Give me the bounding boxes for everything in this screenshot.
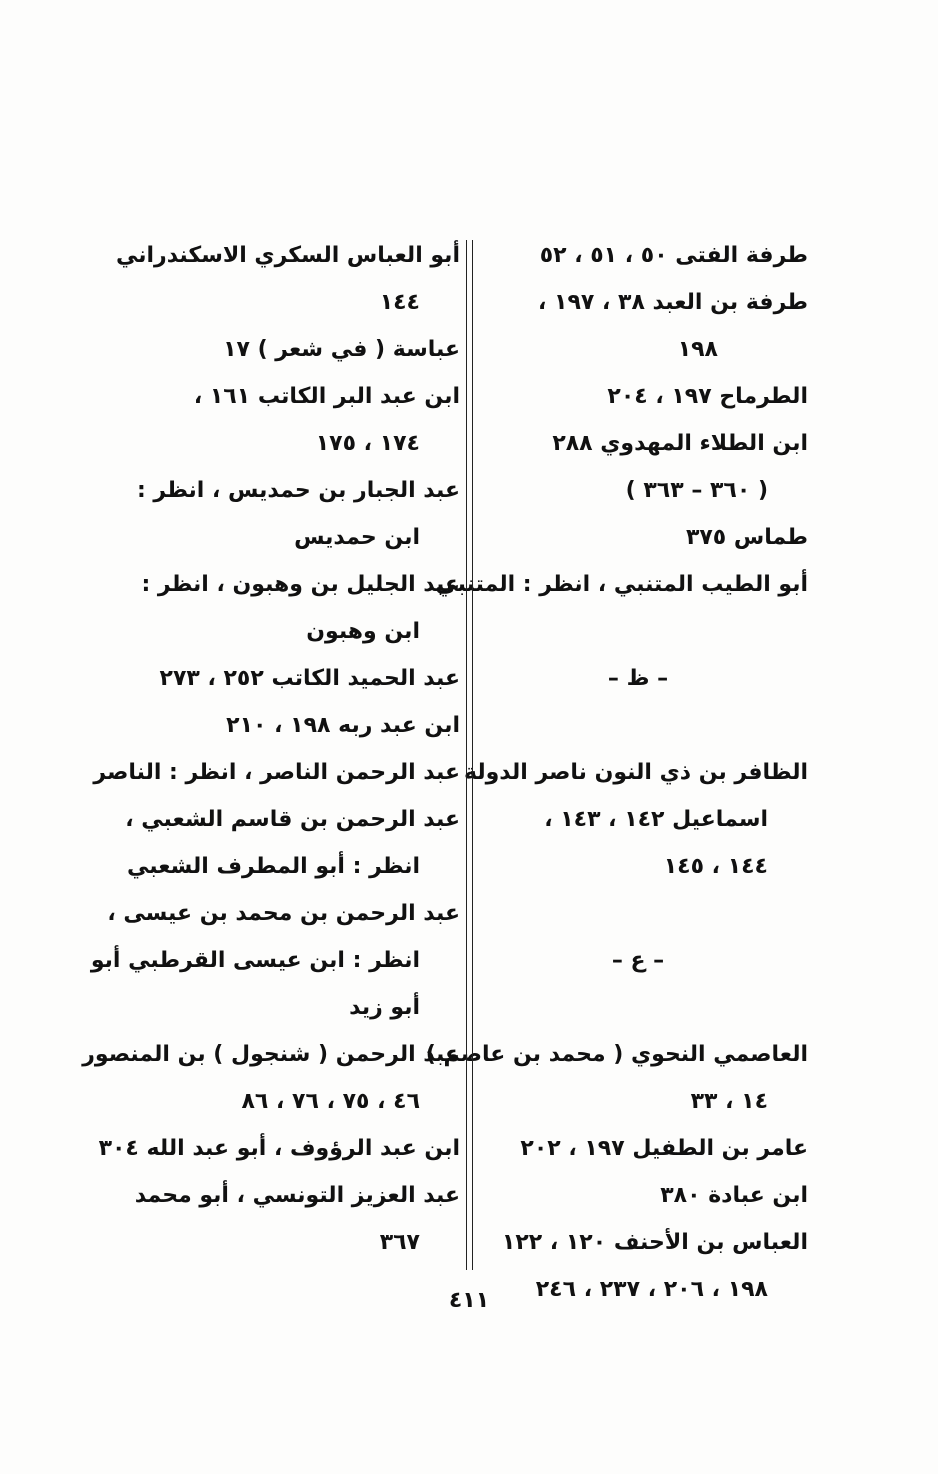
- index-entry: أبو الطيب المتنبي ، انظر : المتنبي: [435, 572, 808, 597]
- index-entry-continuation: انظر : أبو المطرف الشعبي: [126, 854, 420, 879]
- index-entry-continuation: ٣٦٧: [379, 1230, 420, 1255]
- index-entry: طرفة بن العبد ٣٨ ، ١٩٧ ،: [538, 290, 808, 315]
- index-entry: الطرماح ١٩٧ ، ٢٠٤: [607, 384, 808, 409]
- index-entry: عبد الجليل بن وهبون ، انظر :: [141, 572, 460, 597]
- index-entry: ابن عبد الرؤوف ، أبو عبد الله ٣٠٤: [98, 1136, 460, 1161]
- index-entry: العباس بن الأحنف ١٢٠ ، ١٢٢: [501, 1230, 808, 1255]
- index-entry: عبد الرحمن ( شنجول ) بن المنصور: [82, 1042, 460, 1067]
- section-letter-heading: – ظ –: [607, 666, 669, 691]
- column-divider: [466, 240, 473, 1270]
- index-entry-continuation: ( ٣٦٠ – ٣٦٣ ): [625, 478, 768, 503]
- index-entry: طماس ٣٧٥: [685, 525, 808, 550]
- index-entry: ابن عبد البر الكاتب ١٦١ ،: [193, 384, 460, 409]
- index-entry: عبد الحميد الكاتب ٢٥٢ ، ٢٧٣: [159, 666, 460, 691]
- index-entry: عبد الرحمن الناصر ، انظر : الناصر: [93, 760, 460, 785]
- index-entry: عامر بن الطفيل ١٩٧ ، ٢٠٢: [520, 1136, 808, 1161]
- index-entry: عباسة ( في شعر ) ١٧: [223, 337, 460, 362]
- index-entry: عبد العزيز التونسي ، أبو محمد: [134, 1183, 460, 1208]
- index-entry-continuation: اسماعيل ١٤٢ ، ١٤٣ ،: [544, 807, 768, 832]
- blank-line: [468, 984, 808, 1031]
- index-entry-continuation: ١٤ ، ٣٣: [690, 1089, 768, 1114]
- index-entry-continuation: ١٤٤ ، ١٤٥: [663, 854, 768, 879]
- index-entry: العاصمي النحوي ( محمد بن عاصم ): [425, 1042, 808, 1067]
- index-entry: ابن عبادة ٣٨٠: [660, 1183, 808, 1208]
- index-entry-continuation: ١٩٨ ، ٢٠٦ ، ٢٣٧ ، ٢٤٦: [535, 1277, 768, 1302]
- index-entry-continuation: ٤٦ ، ٧٥ ، ٧٦ ، ٨٦: [241, 1089, 420, 1114]
- index-column-left: [82, 232, 460, 1266]
- index-entry-continuation: أبو زيد: [349, 995, 420, 1020]
- index-entry-continuation: ١٤٤: [379, 290, 420, 315]
- index-entry: ابن عبد ربه ١٩٨ ، ٢١٠: [226, 713, 460, 738]
- page-number: ٤١١: [448, 1288, 490, 1313]
- index-entry: أبو العباس السكري الاسكندراني: [116, 243, 460, 268]
- index-entry: عبد الرحمن بن قاسم الشعبي ،: [125, 807, 460, 832]
- index-column-right: [425, 232, 808, 1313]
- blank-line: [468, 890, 808, 937]
- index-entry: ابن الطلاء المهدوي ٢٨٨: [552, 431, 808, 456]
- index-entry: طرفة الفتى ٥٠ ، ٥١ ، ٥٢: [539, 243, 808, 268]
- index-entry: الظافر بن ذي النون ناصر الدولة: [464, 760, 808, 785]
- index-entry: عبد الرحمن بن محمد بن عيسى ،: [107, 901, 460, 926]
- index-entry-continuation: ابن حمديس: [294, 525, 420, 550]
- blank-line: [468, 702, 808, 749]
- index-entry: عبد الجبار بن حمديس ، انظر :: [136, 478, 460, 503]
- index-entry-continuation: ١٩٨: [677, 337, 718, 362]
- index-entry-continuation: ١٧٤ ، ١٧٥: [315, 431, 420, 456]
- blank-line: [468, 608, 808, 655]
- index-entry-continuation: ابن وهبون: [306, 619, 420, 644]
- index-entry-continuation: انظر : ابن عيسى القرطبي أبو: [90, 948, 420, 973]
- section-letter-heading: – ع –: [611, 948, 665, 973]
